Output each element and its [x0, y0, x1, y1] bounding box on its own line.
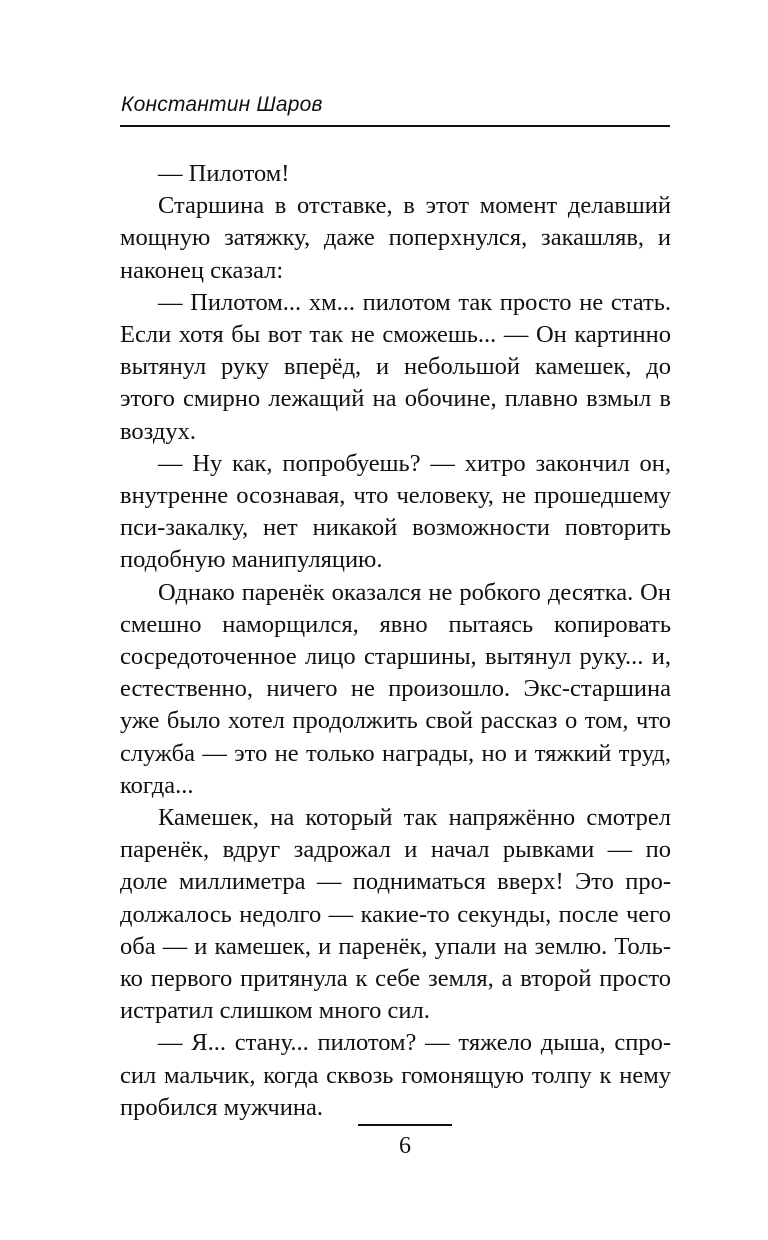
paragraph: — Пилотом... хм... пилотом так просто не стать. Если хотя бы вот так не сможешь... — Он картинно вытянул руку вперёд, и небольшой камешек, до этого смирно лежащий на обочине, плавно взмыл в воздух. — [120, 288, 671, 445]
paragraph: — Пилотом! — [158, 160, 290, 187]
running-header-author: Константин Шаров — [121, 93, 323, 116]
header-rule — [120, 125, 670, 127]
paragraph: — Ну как, попробуешь? — хитро закончил он, внутренне осознавая, что человеку, не прошедшему пси-закалку, нет никакой возможности повторить подобную манипуляцию. — [120, 449, 671, 574]
paragraph: Камешек, на который так напряжённо смотрел паренёк, вдруг задрожал и начал рывками — по доле миллиметра — подниматься вверх! Это продолжалось недолго — какие-то секунды, после чего оба — и камешек, и паренёк, упали на землю. Только первого притянула к себе земля, а второй просто истратил слишком много сил. — [120, 804, 671, 1025]
page-number: 6 — [399, 1133, 411, 1159]
footer-rule — [358, 1124, 452, 1126]
paragraph: — Я... стану... пилотом? — тяжело дыша, спросил мальчик, когда сквозь гомонящую толпу к нему пробился мужчина. — [120, 1029, 671, 1121]
body-text — [120, 158, 671, 1124]
paragraph: Старшина в отставке, в этот момент делавший мощную затяжку, даже поперхнулся, закашляв, и наконец сказал: — [120, 192, 671, 284]
paragraph: Однако паренёк оказался не робкого десятка. Он смешно наморщился, явно пытаясь копировать сосредоточенное лицо старшины, вытянул руку... и, естественно, ничего не произошло. Экс-старшина уже было хотел продолжить свой рассказ о том, что служба — это не только награды, но и тяжкий труд, когда... — [120, 578, 671, 799]
